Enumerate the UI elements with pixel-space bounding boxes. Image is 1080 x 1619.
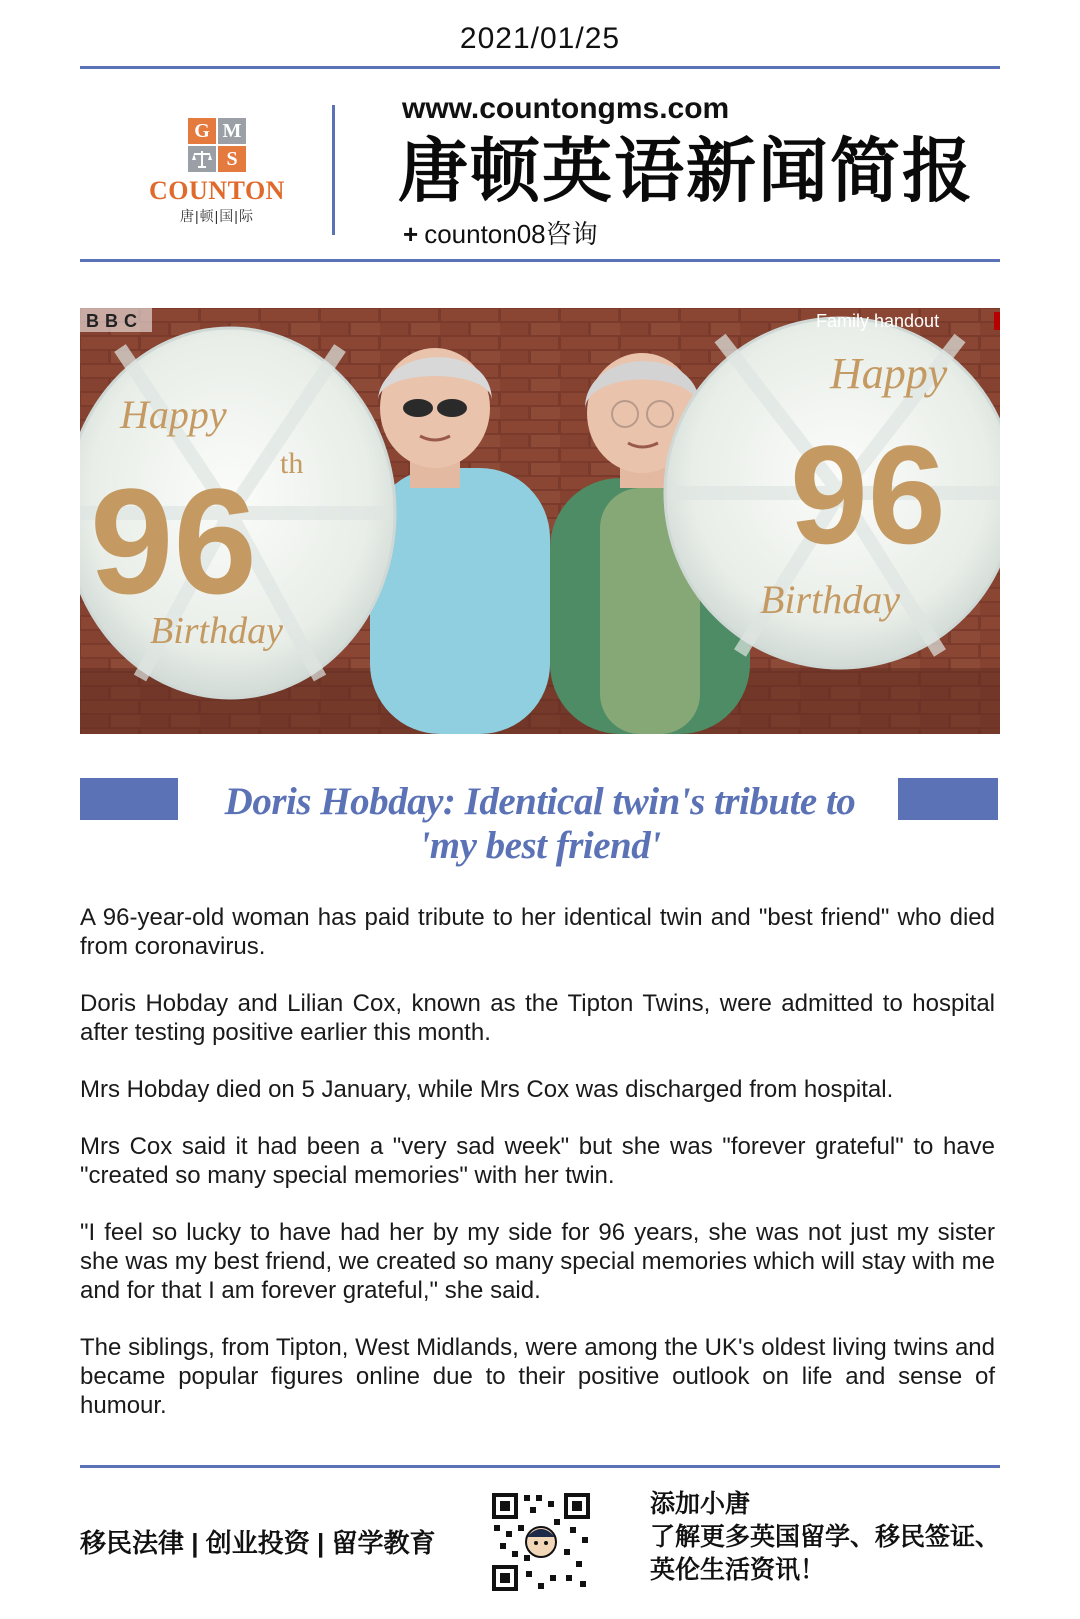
cta-line: 了解更多英国留学、移民签证、 bbox=[650, 1523, 1001, 1551]
contact-cta bbox=[650, 1488, 1000, 1587]
footer-divider bbox=[80, 1465, 1000, 1468]
logo-subtitle: 唐|顿|国|际 bbox=[180, 208, 254, 224]
article-paragraph: Mrs Cox said it had been a "very sad week" but she was "forever grateful" to have "created so many special memories" with her twin. bbox=[80, 1133, 995, 1189]
consult-label: counton08咨询 bbox=[424, 219, 598, 249]
logo-tile-g: G bbox=[188, 118, 216, 144]
service-tags: 移民法律 | 创业投资 | 留学教育 bbox=[80, 1528, 436, 1558]
photo-credit: Family handout bbox=[816, 311, 940, 331]
balloon-left bbox=[80, 328, 395, 698]
news-photo bbox=[80, 308, 1000, 734]
balloon-left-birthday: Birthday bbox=[150, 610, 283, 652]
balloon-right bbox=[665, 318, 1000, 668]
balloon-right-number: 96 bbox=[790, 416, 946, 573]
headline-bar-right bbox=[898, 778, 998, 820]
issue-date: 2021/01/25 bbox=[459, 22, 621, 55]
article-paragraph: "I feel so lucky to have had her by my side for 96 years, she was not just my sister she was my best friend, we created so many special memories which will stay with me and for that I am forever grateful," she said. bbox=[80, 1219, 995, 1304]
logo-tile-s: S bbox=[218, 146, 246, 172]
logo-tiles bbox=[128, 118, 306, 172]
scales-icon bbox=[188, 146, 216, 172]
balloon-left-happy: Happy bbox=[120, 392, 227, 437]
website-link[interactable]: www.countongms.com bbox=[402, 92, 730, 125]
article-body bbox=[80, 903, 995, 1448]
consult-line bbox=[403, 214, 598, 251]
brand-title: 唐顿英语新闻简报 bbox=[398, 132, 974, 210]
top-divider bbox=[80, 66, 1000, 69]
article-paragraph: A 96-year-old woman has paid tribute to her identical twin and "best friend" who died from coronavirus. bbox=[80, 904, 995, 960]
plus-icon: + bbox=[403, 219, 419, 249]
headline-bar-left bbox=[80, 778, 178, 820]
header-bottom-divider bbox=[80, 259, 1000, 262]
counton-logo bbox=[128, 118, 306, 226]
logo-tile-m: M bbox=[218, 118, 246, 144]
balloon-right-happy: Happy bbox=[830, 349, 948, 398]
balloon-right-birthday: Birthday bbox=[760, 577, 900, 622]
logo-name: COUNTON bbox=[149, 176, 285, 205]
qr-code-icon[interactable] bbox=[490, 1491, 592, 1593]
article-paragraph: The siblings, from Tipton, West Midlands, were among the UK's oldest living twins and became popular figures online due to their positive outlook on life and sense of humour. bbox=[80, 1334, 995, 1419]
balloon-left-suffix: th bbox=[280, 447, 304, 480]
article-paragraph: Doris Hobday and Lilian Cox, known as the Tipton Twins, were admitted to hospital after testing positive earlier this month. bbox=[80, 990, 995, 1046]
cta-line: 英伦生活资讯！ bbox=[650, 1556, 826, 1584]
cta-line: 添加小唐 bbox=[650, 1490, 751, 1518]
header-vertical-divider bbox=[332, 105, 335, 235]
bbc-watermark: BBC bbox=[86, 311, 143, 331]
article-paragraph: Mrs Hobday died on 5 January, while Mrs Cox was discharged from hospital. bbox=[80, 1076, 894, 1103]
article-headline: Doris Hobday: Identical twin's tribute to 'my best friend' bbox=[224, 780, 856, 867]
balloon-left-number: 96 bbox=[90, 457, 257, 625]
